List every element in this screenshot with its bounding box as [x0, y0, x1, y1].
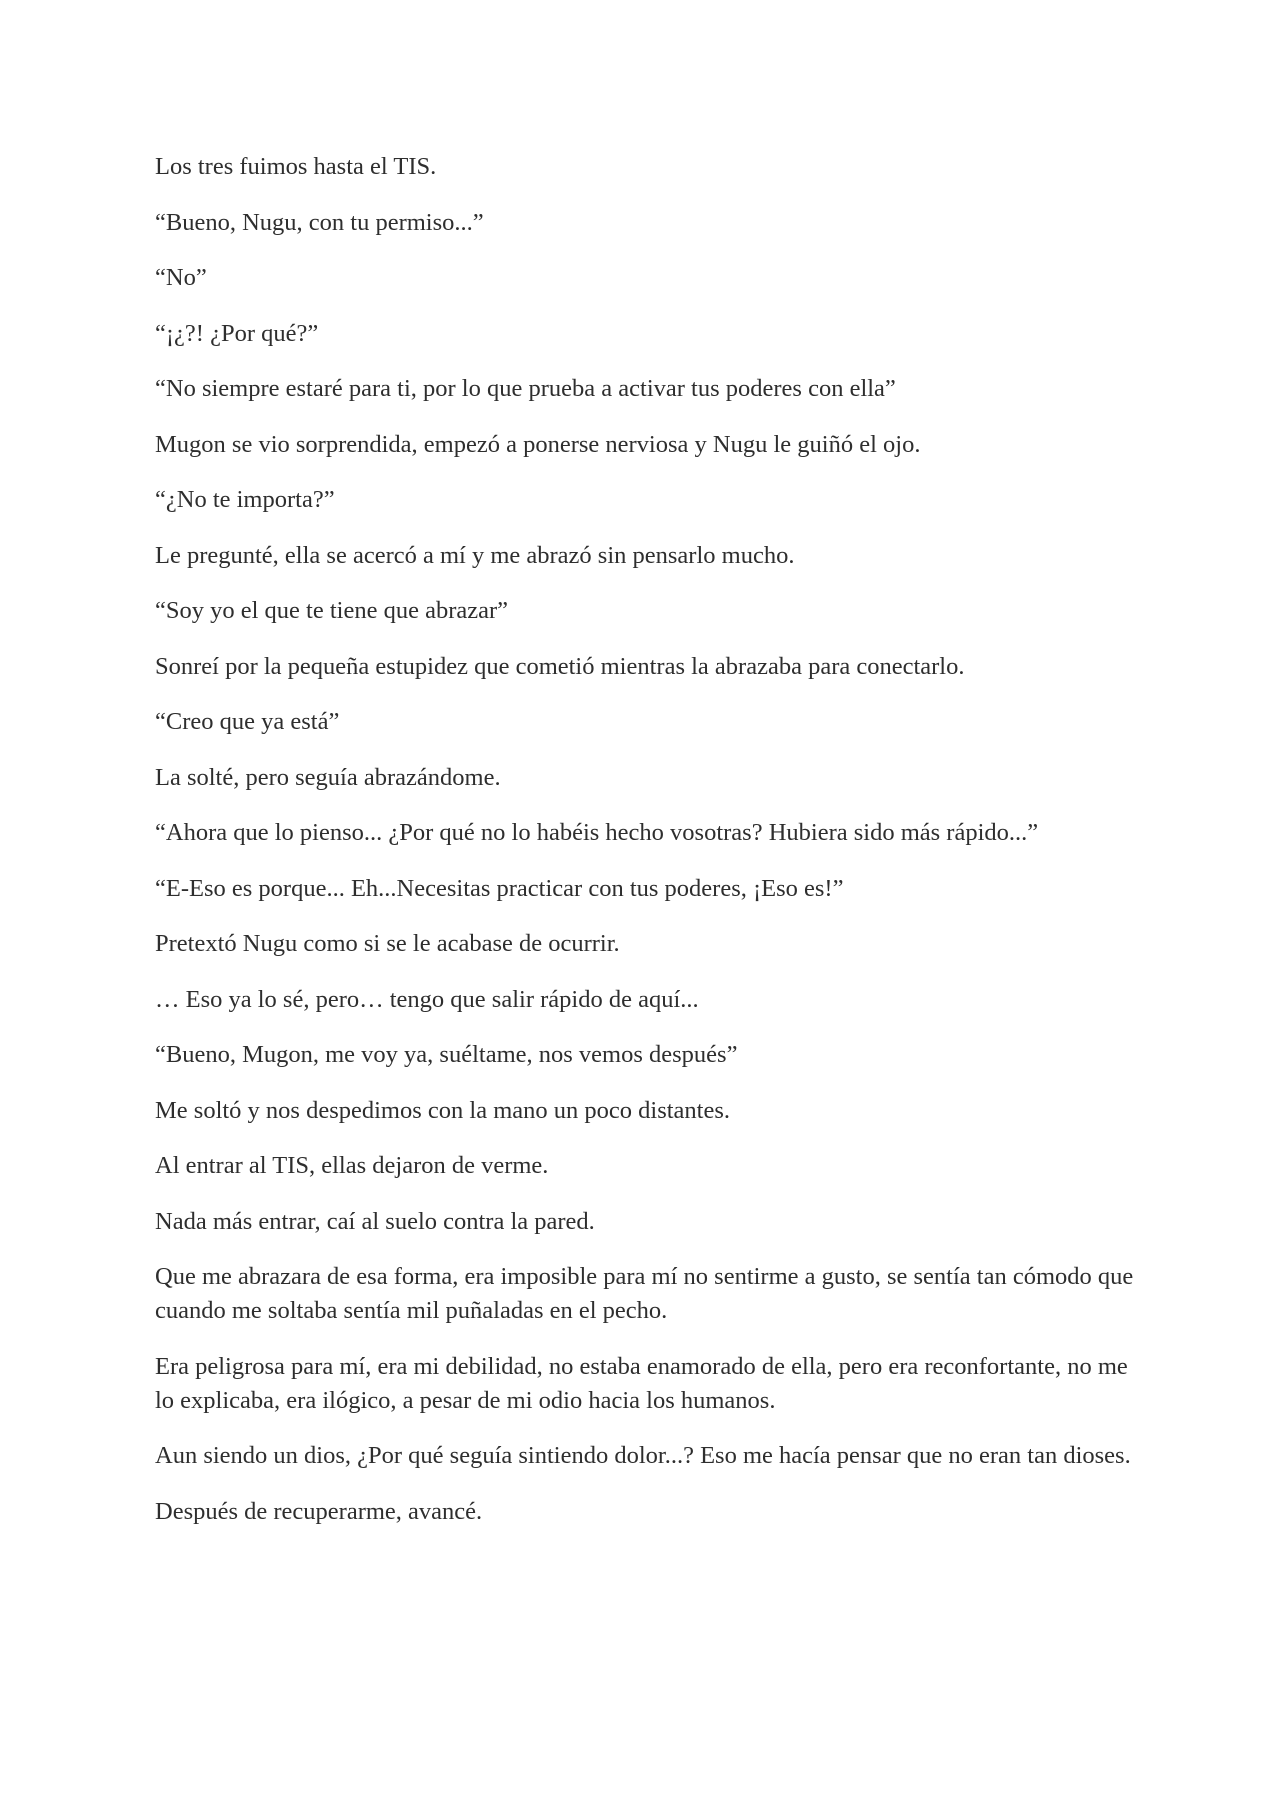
- paragraph-11: “Creo que ya está”: [155, 708, 340, 735]
- paragraph-18: Me soltó y nos despedimos con la mano un poco distantes.: [155, 1096, 730, 1124]
- paragraph-1: Los tres fuimos hasta el TIS.: [155, 153, 437, 180]
- paragraph-19: Al entrar al TIS, ellas dejaron de verme.: [155, 1152, 549, 1179]
- paragraph-2: “Bueno, Nugu, con tu permiso...”: [155, 208, 484, 236]
- paragraph-24: Después de recuperarme, avancé.: [155, 1497, 483, 1525]
- document-body: [155, 150, 1135, 1550]
- paragraph-16: … Eso ya lo sé, pero… tengo que salir rápido de aquí...: [155, 985, 699, 1013]
- paragraph-22: Era peligrosa para mí, era mi debilidad, no estaba enamorado de ella, pero era reconfortante, no me lo explicaba, era ilógico, a pesar de mi odio hacia los humanos.: [155, 1352, 1128, 1414]
- paragraph-23: Aun siendo un dios, ¿Por qué seguía sintiendo dolor...? Eso me hacía pensar que no eran tan dioses.: [155, 1442, 1131, 1469]
- paragraph-3: “No”: [155, 264, 207, 291]
- paragraph-5: “No siempre estaré para ti, por lo que prueba a activar tus poderes con ella”: [155, 375, 896, 402]
- paragraph-21: Que me abrazara de esa forma, era imposible para mí no sentirme a gusto, se sentía tan cómodo que cuando me soltaba sentía mil puñaladas en el pecho.: [155, 1263, 1134, 1324]
- paragraph-13: “Ahora que lo pienso... ¿Por qué no lo habéis hecho vosotras? Hubiera sido más rápido...”: [155, 819, 1039, 846]
- paragraph-12: La solté, pero seguía abrazándome.: [155, 763, 501, 791]
- paragraph-6: Mugon se vio sorprendida, empezó a ponerse nerviosa y Nugu le guiñó el ojo.: [155, 430, 921, 458]
- paragraph-4: “¡¿?! ¿Por qué?”: [155, 319, 319, 347]
- paragraph-10: Sonreí por la pequeña estupidez que cometió mientras la abrazaba para conectarlo.: [155, 652, 965, 680]
- paragraph-14: “E-Eso es porque... Eh...Necesitas practicar con tus poderes, ¡Eso es!”: [155, 874, 844, 902]
- paragraph-9: “Soy yo el que te tiene que abrazar”: [155, 597, 509, 624]
- paragraph-17: “Bueno, Mugon, me voy ya, suéltame, nos vemos después”: [155, 1041, 738, 1068]
- paragraph-15: Pretextó Nugu como si se le acabase de ocurrir.: [155, 930, 620, 957]
- paragraph-7: “¿No te importa?”: [155, 486, 335, 513]
- paragraph-8: Le pregunté, ella se acercó a mí y me abrazó sin pensarlo mucho.: [155, 541, 795, 569]
- paragraph-20: Nada más entrar, caí al suelo contra la pared.: [155, 1207, 595, 1235]
